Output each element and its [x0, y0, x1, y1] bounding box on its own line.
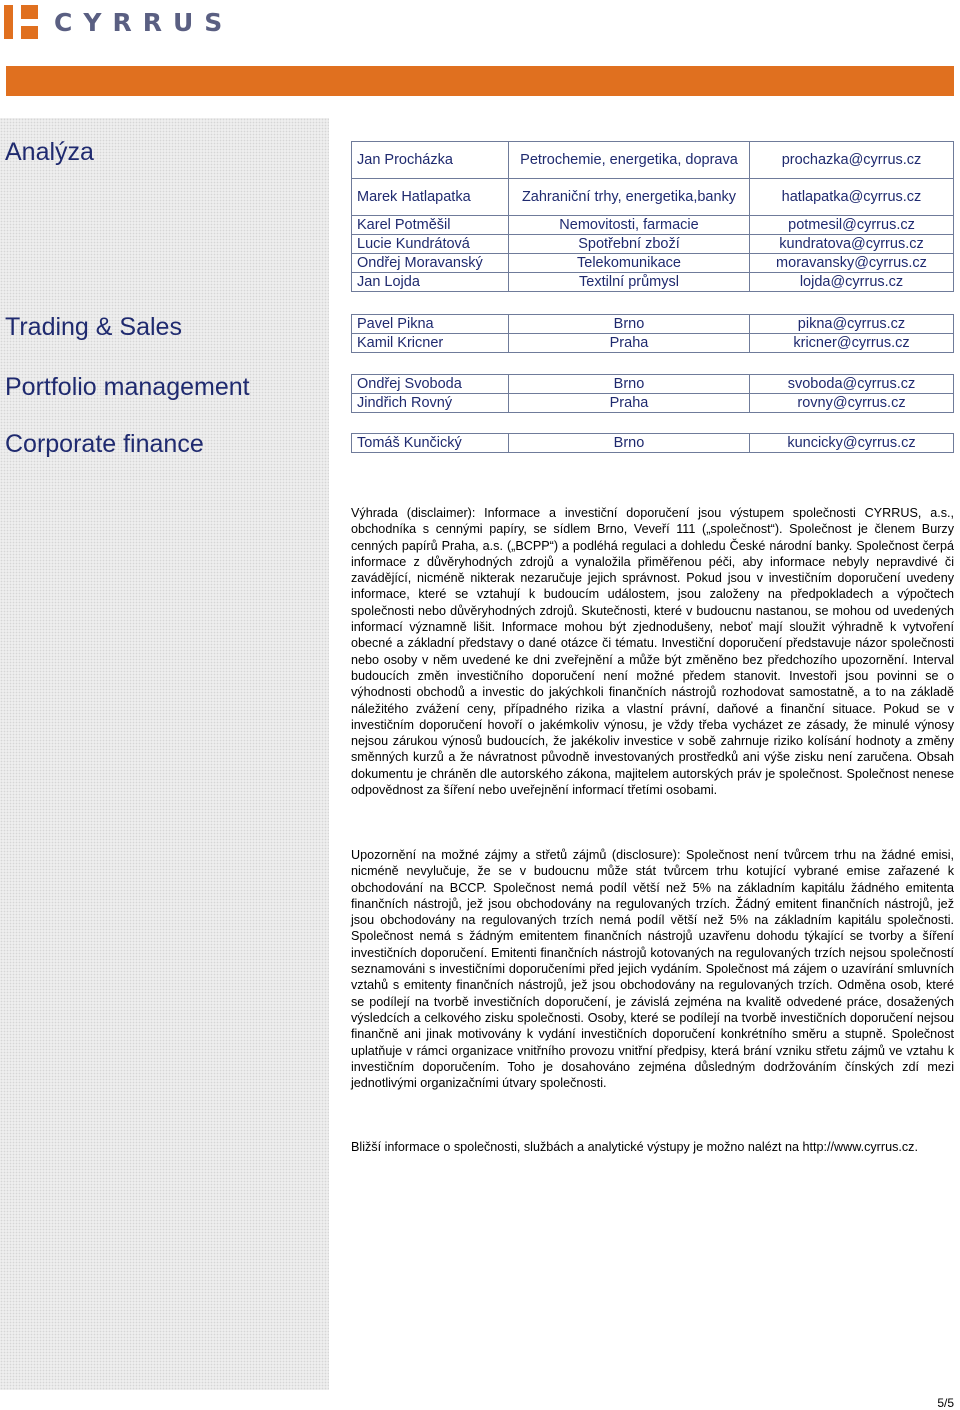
contact-sector: Zahraniční trhy, energetika,banky	[509, 179, 750, 216]
contact-name: Pavel Pikna	[352, 315, 509, 334]
contact-email[interactable]: moravansky@cyrrus.cz	[750, 254, 954, 273]
contact-email[interactable]: lojda@cyrrus.cz	[750, 273, 954, 292]
header-accent-bar	[6, 66, 954, 96]
table-row	[352, 434, 954, 453]
section-title-portfolio-management: Portfolio management	[5, 373, 250, 401]
contact-name: Jan Lojda	[352, 273, 509, 292]
contact-name: Ondřej Svoboda	[352, 375, 509, 394]
contact-email[interactable]: kundratova@cyrrus.cz	[750, 235, 954, 254]
disclaimer-paragraph: Výhrada (disclaimer): Informace a investiční doporučení jsou výstupem společnosti CYRRUS, a.s., obchodníka s cennými papíry, se sídlem Brno, Veveří 111 („společnost“). Společnost je členem Burzy cenných papírů Praha, a.s. („BCPP“) a podléhá regulaci a dohledu České národní banky. Společnost čerpá informace z důvěryhodných zdrojů a vynaložila přiměřenou péči, aby informace nebyly nepravdivé či zavádějící, nicméně nikterak nezaručuje jejich správnost. Pokud jsou v investičním doporučení uvedeny informace, které se vztahují k budoucím událostem, jsou založeny na předpokladech a výpočtech společnosti nebo důvěryhodných zdrojů. Skutečnosti, které v budoucnu nastanou, se mohou od uvedených informací významně lišit. Informace mohou být zjednodušeny, neboť mají sloužit výhradně k vytvoření obecné a základní představy o dané otázce či tématu. Investiční doporučení představuje názor společnosti nebo osoby v něm uvedené ke dni zveřejnění a může být změněno bez předchozího upozornění. Interval budoucích změn investičního doporučení není možné předem stanovit. Investoři jsou povinni se o výhodnosti obchodů a investic do jakýchkoli finančních nástrojů rozhodovat samostatně, a to na základě náležitého zvážení ceny, případného rizika a vlastní právní, daňové a finanční situace. Pokud se v investičním doporučení hovoří o jakémkoliv výnosu, je vždy třeba vycházet ze zásady, že minulé výnosy nejsou zárukou výnosů budoucích, že jakékoliv investice v sobě zahrnuje riziko kolísání hodnoty a změny směnných kurzů a že návratnost původně investovaných prostředků ani výše zisku není zaručena. Obsah dokumentu je chráněn dle autorského zákona, majitelem autorských práv je společnost. Společnost nenese odpovědnost za šíření nebo uveřejnění informací třetími osobami.	[351, 506, 954, 798]
table-row	[352, 375, 954, 394]
table-row	[352, 315, 954, 334]
cyrrus-logo-mark	[4, 5, 38, 39]
more-info-paragraph: Bližší informace o společnosti, službách a analytické výstupy je možno nalézt na http://www.cyrrus.cz.	[351, 1140, 918, 1154]
contact-sector: Nemovitosti, farmacie	[509, 216, 750, 235]
contact-location: Praha	[509, 394, 750, 413]
section-title-corporate-finance: Corporate finance	[5, 430, 204, 458]
contact-sector: Telekomunikace	[509, 254, 750, 273]
contacts-table-trading-sales	[351, 314, 954, 353]
contact-email[interactable]: hatlapatka@cyrrus.cz	[750, 179, 954, 216]
table-row	[352, 273, 954, 292]
table-row	[352, 216, 954, 235]
section-title-analyza: Analýza	[5, 138, 94, 166]
contact-email[interactable]: pikna@cyrrus.cz	[750, 315, 954, 334]
contacts-table-corporate-finance	[351, 433, 954, 453]
contact-name: Lucie Kundrátová	[352, 235, 509, 254]
contact-name: Jan Procházka	[352, 142, 509, 179]
contact-name: Marek Hatlapatka	[352, 179, 509, 216]
sidebar-panel	[0, 118, 329, 1390]
contact-email[interactable]: kricner@cyrrus.cz	[750, 334, 954, 353]
contacts-table-portfolio-management	[351, 374, 954, 413]
contact-name: Tomáš Kunčický	[352, 434, 509, 453]
page-number: 5/5	[937, 1396, 954, 1410]
contact-location: Praha	[509, 334, 750, 353]
contact-name: Jindřich Rovný	[352, 394, 509, 413]
contact-email[interactable]: svoboda@cyrrus.cz	[750, 375, 954, 394]
cyrrus-logo	[4, 4, 233, 40]
contact-sector: Textilní průmysl	[509, 273, 750, 292]
section-title-trading-sales: Trading & Sales	[5, 313, 182, 341]
contact-email[interactable]: prochazka@cyrrus.cz	[750, 142, 954, 179]
contacts-table-analyza	[351, 141, 954, 292]
contact-name: Ondřej Moravanský	[352, 254, 509, 273]
contact-email[interactable]: rovny@cyrrus.cz	[750, 394, 954, 413]
contact-email[interactable]: potmesil@cyrrus.cz	[750, 216, 954, 235]
table-row	[352, 235, 954, 254]
contact-email[interactable]: kuncicky@cyrrus.cz	[750, 434, 954, 453]
contact-name: Karel Potměšil	[352, 216, 509, 235]
table-row	[352, 394, 954, 413]
contact-sector: Spotřební zboží	[509, 235, 750, 254]
contact-sector: Petrochemie, energetika, doprava	[509, 142, 750, 179]
cyrrus-logo-text: CYRRUS	[54, 7, 234, 37]
contact-location: Brno	[509, 315, 750, 334]
table-row	[352, 334, 954, 353]
contact-location: Brno	[509, 434, 750, 453]
table-row	[352, 179, 954, 216]
table-row	[352, 254, 954, 273]
contact-name: Kamil Kricner	[352, 334, 509, 353]
table-row	[352, 142, 954, 179]
contact-location: Brno	[509, 375, 750, 394]
disclosure-paragraph: Upozornění na možné zájmy a střetů zájmů (disclosure): Společnost není tvůrcem trhu na žádné emisi, nicméně nevylučuje, že se v budoucnu může stát tvůrcem trhu kotující vybrané emise zařazené k obchodování na BCCP. Společnost nemá podíl větší než 5% na základním kapitálu žádného emitenta finančních nástrojů, jež jsou obchodovány na regulovaných trzích. Žádný emitent finančních nástrojů, jež jsou obchodovány na regulovaných trzích nemá podíl větší než 5% na základním kapitálu společnosti. Společnost nemá s žádným emitentem finančních nástrojů uzavřenu dohodu týkající se tvorby a šíření investičních doporučení. Emitenti finančních nástrojů kotovaných na regulovaných trzích nejsou společností seznamováni s investičními doporučeními před jejich vydáním. Společnost má zájem o uzavírání smluvních vztahů s emitenty finančních nástrojů, jež jsou obchodovány na regulovaných trzích. Odměna osob, které se podílejí na tvorbě investičních doporučení, je závislá zejména na kvalitě odvedené práce, dosažených výsledcích a celkového zisku společnosti. Osoby, které se podílejí na tvorbě investičních doporučení nejsou finančně ani jinak motivovány k vydání investičních doporučení konkrétního směru a stupně. Společnost uplatňuje v rámci organizace vnitřního provozu vnitřní předpisy, která brání vzniku střetu zájmů ve vztahu k investičním doporučením. Toho je dosahováno zejména důsledným dodržováním čínských zdí mezi jednotlivými organizačními útvary společnosti.	[351, 848, 954, 1091]
